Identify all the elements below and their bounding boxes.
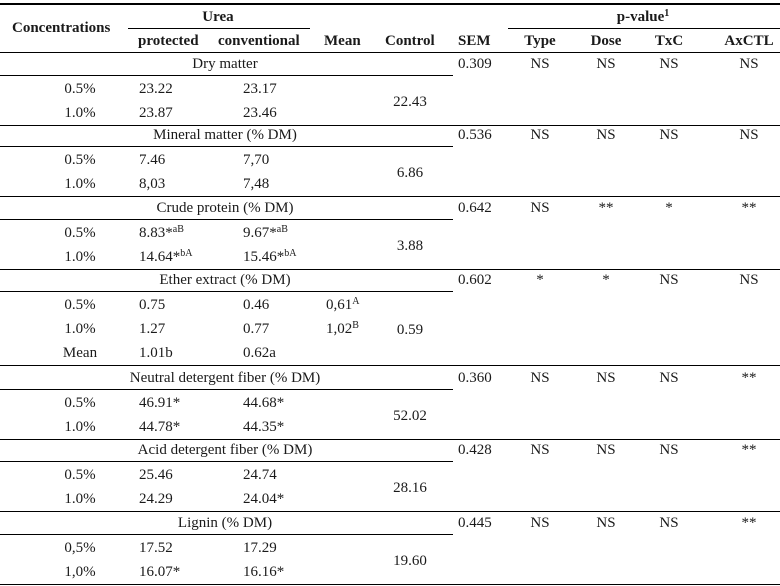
section-title: Ether extract (% DM) [159, 272, 291, 288]
pvalue-dose: NS [596, 442, 616, 458]
row-protected: 17.52 [139, 540, 173, 556]
section-title-rule [0, 291, 453, 292]
pvalue-type: NS [530, 200, 550, 216]
sem-value: 0.309 [458, 56, 492, 72]
section-title: Acid detergent fiber (% DM) [137, 442, 313, 458]
sem-value: 0.445 [458, 515, 492, 531]
urea-underline [128, 28, 310, 29]
header-protected: protected [138, 33, 199, 49]
header-control: Control [385, 33, 435, 49]
section-title-rule [0, 461, 453, 462]
row-protected: 23.22 [139, 81, 173, 97]
row-conventional: 16.16* [243, 564, 285, 580]
row-protected: 46.91* [139, 395, 181, 411]
row-conventional: 7,48 [243, 176, 270, 192]
row-concentration: 0.5% [64, 395, 96, 411]
header-sem: SEM [458, 33, 491, 49]
row-protected: 14.64*$^{bA}$ [139, 248, 193, 265]
row-protected: 0.75 [139, 297, 166, 313]
section-title-rule [0, 146, 453, 147]
header-urea: Urea [202, 9, 234, 25]
header-bottom-rule [0, 52, 780, 53]
row-protected: 23.87 [139, 105, 173, 121]
row-concentration: 0.5% [64, 297, 96, 313]
row-mean: $0,61^A$ [326, 296, 360, 313]
pvalue-txc: NS [659, 127, 679, 143]
section-bottom-rule [0, 584, 780, 585]
section-bottom-rule [0, 365, 780, 366]
section-title: Neutral detergent fiber (% DM) [129, 370, 321, 386]
header-axctl: AxCTL [724, 33, 774, 49]
section-bottom-rule [0, 439, 780, 440]
header-dose: Dose [590, 33, 622, 49]
row-concentration: 1.0% [64, 321, 96, 337]
pvalue-type: NS [530, 56, 550, 72]
sem-value: 0.360 [458, 370, 492, 386]
control-value: 28.16 [393, 480, 427, 496]
row-conventional: 44.35* [243, 419, 285, 435]
pvalue-underline [508, 28, 780, 29]
row-protected: 1.01b [139, 345, 173, 361]
pvalue-dose: NS [596, 56, 616, 72]
pvalue-txc: NS [659, 56, 679, 72]
control-value: 52.02 [393, 408, 427, 424]
pvalue-axctl: ** [741, 370, 757, 386]
row-concentration: 0.5% [64, 225, 96, 241]
row-concentration: 1.0% [64, 105, 96, 121]
section-title: Crude protein (% DM) [156, 200, 294, 216]
section-title: Dry matter [192, 56, 258, 72]
row-conventional: 24.74 [243, 467, 277, 483]
row-concentration: Mean [62, 345, 98, 361]
pvalue-type: * [536, 272, 544, 288]
row-protected: 8.83*$^{aB}$ [139, 224, 184, 241]
header-concentrations: Concentrations [12, 20, 111, 36]
pvalue-txc: NS [659, 515, 679, 531]
pvalue-axctl: NS [739, 127, 759, 143]
control-value: 0.59 [396, 322, 424, 338]
row-conventional: 17.29 [243, 540, 277, 556]
section-title-rule [0, 219, 453, 220]
top-rule [0, 3, 780, 5]
row-concentration: 0.5% [64, 467, 96, 483]
pvalue-dose: NS [596, 127, 616, 143]
pvalue-axctl: ** [741, 515, 757, 531]
header-conventional: conventional [218, 33, 300, 49]
row-conventional: 44.68* [243, 395, 285, 411]
control-value: 22.43 [393, 94, 427, 110]
row-concentration: 1.0% [64, 249, 96, 265]
row-protected: 1.27 [139, 321, 166, 337]
sem-value: 0.428 [458, 442, 492, 458]
row-conventional: 23.46 [243, 105, 277, 121]
pvalue-type: NS [530, 515, 550, 531]
pvalue-type: NS [530, 442, 550, 458]
control-value: 6.86 [396, 165, 424, 181]
pvalue-axctl: NS [739, 272, 759, 288]
row-protected: 24.29 [139, 491, 173, 507]
section-title: Mineral matter (% DM) [153, 127, 297, 143]
row-conventional: 7,70 [243, 152, 270, 168]
row-protected: 25.46 [139, 467, 173, 483]
pvalue-txc: NS [659, 272, 679, 288]
sem-value: 0.602 [458, 272, 492, 288]
header-txc: TxC [654, 33, 684, 49]
pvalue-txc: * [665, 200, 673, 216]
section-bottom-rule [0, 269, 780, 270]
pvalue-txc: NS [659, 442, 679, 458]
row-conventional: 0.77 [243, 321, 270, 337]
pvalue-dose: ** [598, 200, 614, 216]
row-concentration: 0.5% [64, 81, 96, 97]
row-concentration: 1.0% [64, 176, 96, 192]
row-conventional: 9.67*$^{aB}$ [243, 224, 288, 241]
section-title-rule [0, 534, 453, 535]
pvalue-txc: NS [659, 370, 679, 386]
row-conventional: 24.04* [243, 491, 285, 507]
pvalue-axctl: NS [739, 56, 759, 72]
sem-value: 0.536 [458, 127, 492, 143]
row-conventional: 0.46 [243, 297, 270, 313]
row-protected: 44.78* [139, 419, 181, 435]
row-conventional: 15.46*$^{bA}$ [243, 248, 297, 265]
row-concentration: 1.0% [64, 419, 96, 435]
control-value: 19.60 [393, 553, 427, 569]
pvalue-type: NS [530, 370, 550, 386]
section-bottom-rule [0, 511, 780, 512]
section-title: Lignin (% DM) [177, 515, 273, 531]
row-protected: 16.07* [139, 564, 181, 580]
section-title-rule [0, 75, 453, 76]
pvalue-axctl: ** [741, 200, 757, 216]
header-type: Type [524, 33, 556, 49]
row-concentration: 1,0% [64, 564, 96, 580]
sem-value: 0.642 [458, 200, 492, 216]
row-mean: $1,02^B$ [326, 320, 359, 337]
pvalue-dose: NS [596, 515, 616, 531]
pvalue-type: NS [530, 127, 550, 143]
header-pvalue: p-value$^1$ [616, 8, 670, 25]
row-protected: 8,03 [139, 176, 166, 192]
row-conventional: 0.62a [243, 345, 276, 361]
pvalue-dose: NS [596, 370, 616, 386]
row-protected: 7.46 [139, 152, 166, 168]
pvalue-dose: * [602, 272, 610, 288]
header-mean: Mean [324, 33, 361, 49]
control-value: 3.88 [396, 238, 424, 254]
row-concentration: 1.0% [64, 491, 96, 507]
row-conventional: 23.17 [243, 81, 277, 97]
section-title-rule [0, 389, 453, 390]
section-bottom-rule [0, 196, 780, 197]
row-concentration: 0,5% [64, 540, 96, 556]
row-concentration: 0.5% [64, 152, 96, 168]
pvalue-axctl: ** [741, 442, 757, 458]
